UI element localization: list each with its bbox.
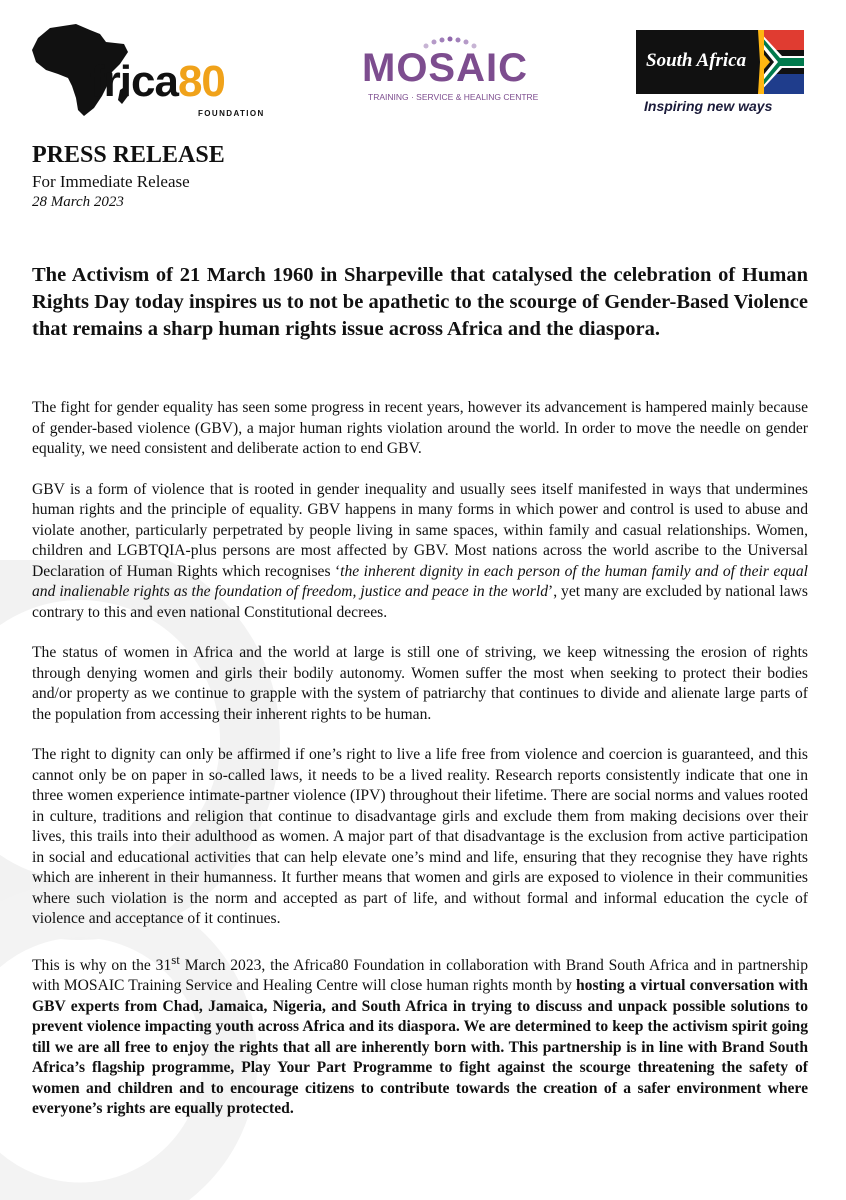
paragraph-5-text-a: This is why on the 31 — [32, 956, 172, 974]
mosaic-subtitle: TRAINING · SERVICE & HEALING CENTRE — [368, 92, 539, 102]
africa80-subtitle: FOUNDATION — [198, 109, 265, 118]
paragraph-2-text-b: ’, yet many are excluded by national laws contrary to this and even national Constitutional decrees. — [32, 583, 808, 621]
paragraph-3: The status of women in Africa and the world at large is still one of striving, we keep witnessing the erosion of rights through denying women and girls their bodily autonomy. Women suffer the most when seeking to protect their bodies and/or property as we continue to grapple with the system of patriarchy that continues to divide and alienate large parts of the population from accessing their inherent rights to be human. — [32, 644, 808, 723]
paragraph-5-bold: hosting a virtual conversation with GBV experts from Chad, Jamaica, Nigeria, and South Africa in trying to discuss and unpack possible solutions to prevent violence impacting youth across Africa and its diaspora. We are determined to keep the activism spirit going till we are all free to enjoy the rights that all are inherently born with. This partnership is in line with Brand South Africa’s flagship programme, Play Your Part Programme to fight against the scourge threatening the safety of women and children and to encourage citizens to contribute towards the creation of a safer environment where everyone’s rights are equally protected. — [32, 977, 808, 1118]
press-release-title: PRESS RELEASE — [32, 142, 225, 168]
africa80-logo — [28, 20, 288, 120]
brand-south-africa-logo — [636, 30, 806, 120]
paragraph-1: The fight for gender equality has seen some progress in recent years, however its advancement is hampered mainly because of gender-based violence (GBV), a major human rights violation around the world. In order to move the needle on gender equality, we need consistent and deliberate action to end GBV. — [32, 399, 808, 457]
mosaic-wordmark: MOSAIC — [362, 46, 528, 90]
paragraph-2 — [32, 480, 808, 624]
article-body — [32, 398, 808, 1140]
paragraph-5-text-b: March 2023, the Africa80 Foundation in collaboration with Brand South Africa and in partnership with MOSAIC Training Service and Healing Centre will close human rights month by — [32, 956, 808, 995]
brand-sa-flag-text: South Africa — [646, 50, 747, 71]
paragraph-5-ordinal: st — [171, 951, 180, 967]
africa80-wordmark: frica80 — [90, 57, 225, 106]
release-date: 28 March 2023 — [32, 194, 124, 210]
paragraph-2-text-a: GBV is a form of violence that is rooted in gender inequality and usually sees itself manifested in ways that undermines human rights and the principle of equality. GBV happens in many forms in which power and control is used to abuse and violate another, particularly perpetrated by people living in same spaces, within family and casual relationships. Women, children and LGBTQIA-plus persons are most affected by GBV. Most nations across the world ascribe to the Universal Declaration of Human Rights which recognises ‘ — [32, 480, 808, 580]
release-subtitle: For Immediate Release — [32, 172, 190, 191]
udhr-quote: the inherent dignity in each person of the human family and of their equal and inalienable rights as the foundation of freedom, justice and peace in the world — [32, 562, 808, 600]
headline: The Activism of 21 March 1960 in Sharpeville that catalysed the celebration of Human Rights Day today inspires us to not be apathetic to the scourge of Gender-Based Violence that remains a sharp human rights issue across Africa and the diaspora. — [32, 264, 808, 340]
mosaic-logo — [360, 36, 540, 106]
brand-sa-tagline: Inspiring new ways — [644, 98, 773, 114]
paragraph-5 — [32, 950, 808, 1120]
paragraph-4: The right to dignity can only be affirmed if one’s right to live a life free from violence and coercion is guaranteed, and this cannot only be on paper in so-called laws, it needs to be a lived reality. Research reports consistently indicate that one in three women experience intimate-partner violence (IPV) throughout their lifetime. There are social norms and values rooted in culture, traditions and religion that continue to disadvantage girls and exclude them from making decisions over their lives, this trails into their adulthood as women. A major part of that disadvantage is the exclusion from active participation in social and educational activities that can help elevate one’s mind and life, ensuring that they recognise they have rights which are inherent in their humanness. It further means that women and girls are exposed to violence in their communities where such violation is the norm and accepted as part of life, and without formal and informal education the cycle of violence and acceptance of it continues. — [32, 746, 808, 927]
